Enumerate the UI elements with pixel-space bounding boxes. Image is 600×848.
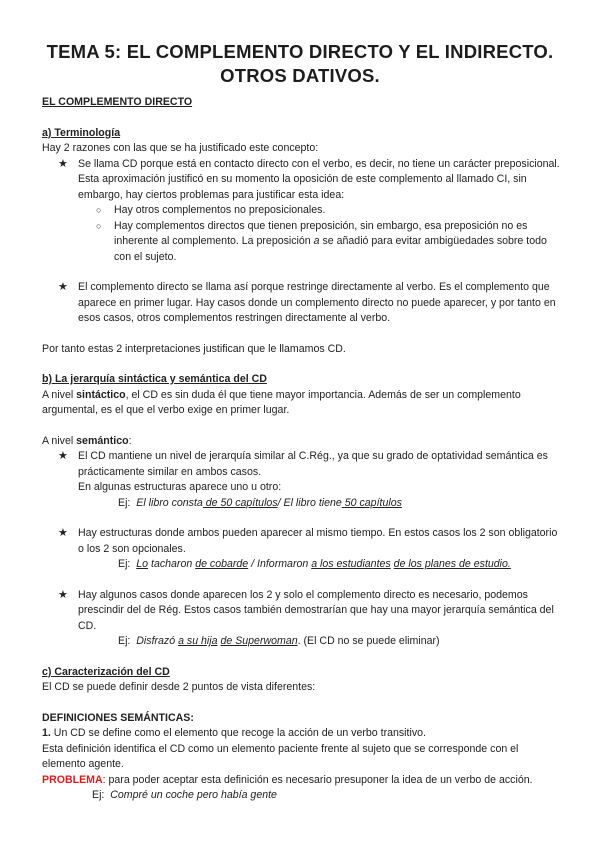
nivel-sintactico: A nivel sintáctico, el CD es sin duda él que tiene mayor importancia. Además de ser un complemento argumental, es el que el verbo exige en primer lugar.: [42, 388, 521, 416]
star-bullet-icon: ★: [58, 450, 68, 462]
list-item: ★ El CD mantiene un nivel de jerarquía similar al C.Rég., ya que su grado de optatividad semántica es prácticamente similar en ambos casos. En algunas estructuras aparece uno u otro: Ej: El libro consta de 50 capítulos/ El libro tiene 50 capítulos: [42, 449, 562, 511]
heading-caracterizacion: c) Caracterización del CD: [42, 665, 170, 678]
circle-bullet-icon: ○: [96, 205, 102, 215]
nivel-semantico: A nivel semántico:: [42, 434, 132, 447]
sub-list: [78, 203, 562, 265]
page-title: [40, 40, 560, 88]
example-3: Ej: Disfrazó a su hija de Superwoman. (El CD no se puede eliminar): [118, 635, 440, 647]
terminologia-list-2: [42, 280, 562, 327]
document-body: [42, 95, 562, 804]
semantico-list: [42, 449, 562, 511]
title-line-1: TEMA 5: EL COMPLEMENTO DIRECTO Y EL INDIRECTO.: [46, 41, 554, 62]
heading-jerarquia: b) La jerarquía sintáctica y semántica del CD: [42, 373, 267, 385]
circle-bullet-icon: ○: [96, 220, 102, 231]
star-bullet-icon: ★: [58, 588, 68, 601]
star-bullet-icon: ★: [58, 157, 68, 170]
example-2: Ej: Lo tacharon de cobarde / Informaron a los estudiantes de los planes de estudio.: [118, 558, 511, 570]
list-item: ★ Hay estructuras donde ambos pueden aparecer al mismo tiempo. En estos casos los 2 son obligatorio o los 2 son opcionales. Ej: Lo tacharon de cobarde / Informaron a los estudiantes de los planes de estudio.: [42, 526, 562, 573]
definicion-1: 1. Un CD se define como el elemento que recoge la acción de un verbo transitivo.: [42, 727, 426, 739]
terminologia-list: [42, 157, 562, 266]
sub-list-item: ○ Hay complementos directos que tienen preposición, sin embargo, esa preposición no es inherente al complemento. La preposición a se añadió para evitar ambigüedades sobre todo con el sujeto.: [96, 219, 547, 263]
definiciones-heading: DEFINICIONES SEMÁNTICAS:: [42, 711, 194, 724]
example-1: Ej: El libro consta de 50 capítulos/ El libro tiene 50 capítulos: [118, 496, 402, 509]
semantico-list-3: [42, 588, 562, 650]
definicion-1-explanation: Esta definición identifica el CD como un elemento paciente frente al sujeto que se corresponde con el elemento agente.: [42, 742, 519, 770]
title-line-2: OTROS DATIVOS.: [220, 65, 380, 86]
semantico-list-2: [42, 526, 562, 573]
list-item: ★ Se llama CD porque está en contacto directo con el verbo, es decir, no tiene un carácter preposicional. Esta aproximación justificó en su momento la oposición de este complemento al llamado CI, sin embargo, hay ciertos problemas para justificar esta idea: ○ Hay otros complementos no preposicionales. ○ Hay complementos directos que tienen preposición, sin embargo, esa preposición no es inherente al complemento. La preposición a se añadió para evitar ambigüedades sobre todo con el sujeto.: [42, 157, 562, 266]
list-item: ★ Hay algunos casos donde aparecen los 2 y solo el complemento directo es necesario, podemos prescindir del de Rég. Estos casos también demostrarían que hay una mayor jerarquía semántica del CD. Ej: Disfrazó a su hija de Superwoman. (El CD no se puede eliminar): [42, 588, 562, 650]
terminologia-intro: Hay 2 razones con las que se ha justificado este concepto:: [42, 142, 319, 154]
sub-list-item: ○ Hay otros complementos no preposicionales.: [78, 203, 562, 219]
star-bullet-icon: ★: [58, 281, 68, 293]
star-bullet-icon: ★: [58, 527, 68, 539]
heading-terminologia: a) Terminología: [42, 126, 121, 139]
problema-note: PROBLEMA: para poder aceptar esta definición es necesario presuponer la idea de un verbo de acción.: [42, 773, 533, 786]
terminologia-conclusion: Por tanto estas 2 interpretaciones justifican que le llamamos CD.: [42, 342, 346, 355]
section-heading-cd: EL COMPLEMENTO DIRECTO: [42, 96, 193, 108]
list-item: ★ El complemento directo se llama así porque restringe directamente al verbo. Es el complemento que aparece en primer lugar. Hay casos donde un complemento directo no puede aparecer, y por tanto en esos casos, otros complementos restringen directamente al verbo.: [58, 281, 556, 324]
example-4: Ej: Compré un coche pero había gente: [92, 789, 277, 801]
caracterizacion-intro: El CD se puede definir desde 2 puntos de vista diferentes:: [42, 681, 316, 693]
